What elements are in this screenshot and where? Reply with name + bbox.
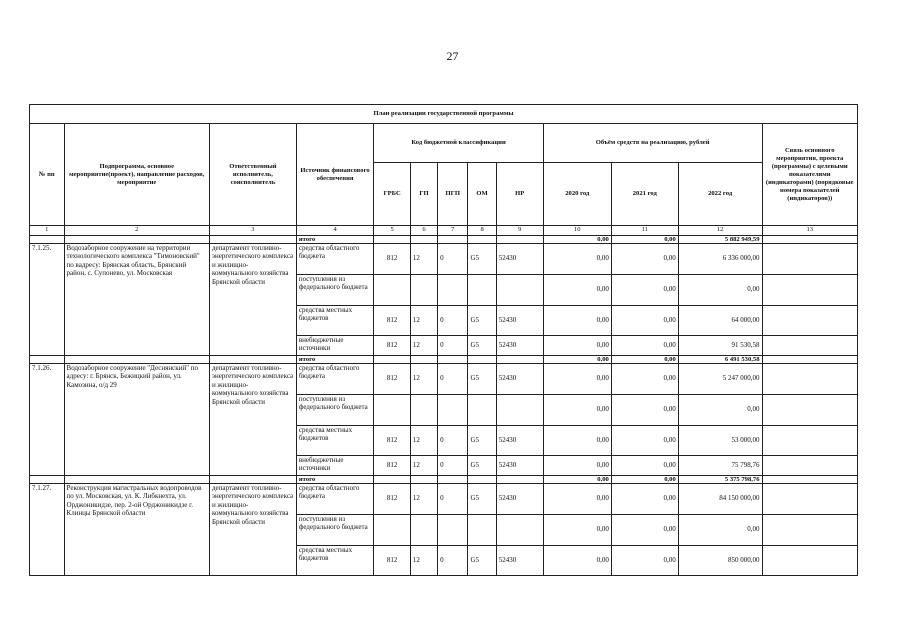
- pgp-code: [438, 394, 468, 425]
- gp-code: 12: [410, 455, 437, 475]
- om-code: [468, 394, 496, 425]
- pgp-code: 0: [438, 363, 468, 394]
- grbs-code: 812: [374, 455, 411, 475]
- nr-code: [496, 274, 543, 305]
- grbs-code: 812: [374, 425, 411, 455]
- column-number: 2: [64, 226, 209, 236]
- indicator-link-cell: [762, 335, 858, 355]
- pgp-code: 0: [438, 335, 468, 355]
- empty-cell: [438, 355, 468, 363]
- header-om: ОМ: [468, 163, 496, 226]
- row-number: 7.1.25.: [30, 243, 65, 355]
- amount-2021: 0,00: [611, 394, 678, 425]
- empty-cell: [374, 235, 411, 243]
- program-description: Реконструкция магистральных водопроводов по ул. Московская, ул. К. Либкнехта, ул. Орджоникидзе, пер. 2-ой Орджоникидзе г. Клинцы Брянской области: [64, 483, 209, 575]
- nr-code: 52430: [496, 335, 543, 355]
- indicator-link-cell: [762, 425, 858, 455]
- nr-code: 52430: [496, 305, 543, 335]
- empty-cell: [30, 475, 65, 483]
- amount-2020: 0,00: [543, 483, 611, 514]
- om-code: G5: [468, 545, 496, 575]
- responsible-executor: департамент топливно-энергетического комплекса и жилищно-коммунального хозяйства Брянской области: [209, 483, 296, 575]
- total-row: [30, 235, 858, 243]
- gp-code: [410, 274, 437, 305]
- amount-2022: 0,00: [678, 394, 762, 425]
- amount-2021: 0,00: [611, 425, 678, 455]
- empty-cell: [374, 475, 411, 483]
- indicator-link-cell: [762, 243, 858, 274]
- header-2020: 2020 год: [543, 163, 611, 226]
- amount-2021: 0,00: [611, 363, 678, 394]
- header-nr: НР: [496, 163, 543, 226]
- gp-code: 12: [410, 545, 437, 575]
- header-gp: ГП: [410, 163, 437, 226]
- grbs-code: 812: [374, 483, 411, 514]
- amount-2022: 850 000,00: [678, 545, 762, 575]
- empty-cell: [496, 355, 543, 363]
- empty-cell: [410, 355, 437, 363]
- header-2022: 2022 год: [678, 163, 762, 226]
- amount-2022: 75 798,76: [678, 455, 762, 475]
- om-code: G5: [468, 243, 496, 274]
- empty-cell: [30, 355, 65, 363]
- funding-source: средства областного бюджета: [296, 483, 373, 514]
- amount-2021: 0,00: [611, 514, 678, 545]
- nr-code: 52430: [496, 455, 543, 475]
- table-title: План реализации государственной программы: [30, 105, 858, 124]
- gp-code: 12: [410, 363, 437, 394]
- responsible-executor: департамент топливно-энергетического комплекса и жилищно-коммунального хозяйства Брянской области: [209, 243, 296, 355]
- header-source: Источник финансового обеспечения: [296, 124, 373, 226]
- empty-cell: [410, 475, 437, 483]
- empty-cell: [374, 355, 411, 363]
- amount-2020: 0,00: [543, 274, 611, 305]
- row-number: 7.1.27.: [30, 483, 65, 575]
- funding-source: внебюджетные источники: [296, 455, 373, 475]
- column-number: 9: [496, 226, 543, 236]
- grbs-code: [374, 274, 411, 305]
- amount-2020: 0,00: [543, 455, 611, 475]
- grbs-code: 812: [374, 243, 411, 274]
- table-row: [30, 363, 858, 394]
- total-2021: 0,00: [611, 475, 678, 483]
- amount-2021: 0,00: [611, 305, 678, 335]
- total-label: итого: [296, 235, 373, 243]
- responsible-executor: департамент топливно-энергетического комплекса и жилищно-коммунального хозяйства Брянской области: [209, 363, 296, 475]
- pgp-code: 0: [438, 483, 468, 514]
- nr-code: [496, 394, 543, 425]
- column-number: 7: [438, 226, 468, 236]
- pgp-code: 0: [438, 305, 468, 335]
- header-program: Подпрограмма, основное мероприятие(проект), направление расходов, мероприятие: [64, 124, 209, 226]
- amount-2021: 0,00: [611, 483, 678, 514]
- gp-code: 12: [410, 243, 437, 274]
- amount-2020: 0,00: [543, 425, 611, 455]
- column-number: 3: [209, 226, 296, 236]
- nr-code: 52430: [496, 483, 543, 514]
- nr-code: 52430: [496, 545, 543, 575]
- amount-2020: 0,00: [543, 363, 611, 394]
- empty-cell: [30, 235, 65, 243]
- empty-cell: [496, 235, 543, 243]
- pgp-code: 0: [438, 243, 468, 274]
- empty-cell: [762, 355, 858, 363]
- nr-code: [496, 514, 543, 545]
- funding-source: поступления из федерального бюджета: [296, 394, 373, 425]
- program-description: Водозаборное сооружение "Деснянский" по адресу: г. Брянск, Бежицкий район, ул. Камозина, о/д 29: [64, 363, 209, 475]
- om-code: G5: [468, 335, 496, 355]
- nr-code: 52430: [496, 243, 543, 274]
- empty-cell: [64, 355, 209, 363]
- om-code: G5: [468, 425, 496, 455]
- total-2022: 5 882 949,59: [678, 235, 762, 243]
- total-2022: 6 491 530,58: [678, 355, 762, 363]
- header-2021: 2021 год: [611, 163, 678, 226]
- amount-2020: 0,00: [543, 243, 611, 274]
- om-code: [468, 514, 496, 545]
- column-number: 6: [410, 226, 437, 236]
- column-number: 11: [611, 226, 678, 236]
- grbs-code: 812: [374, 545, 411, 575]
- pgp-code: [438, 274, 468, 305]
- column-number: 5: [374, 226, 411, 236]
- column-number: 10: [543, 226, 611, 236]
- table-row: [30, 483, 858, 514]
- pgp-code: 0: [438, 455, 468, 475]
- funding-source: поступления из федерального бюджета: [296, 274, 373, 305]
- total-row: [30, 355, 858, 363]
- table-body: [30, 226, 858, 576]
- column-number: 1: [30, 226, 65, 236]
- amount-2021: 0,00: [611, 545, 678, 575]
- empty-cell: [438, 475, 468, 483]
- funding-source: внебюджетные источники: [296, 335, 373, 355]
- empty-cell: [468, 235, 496, 243]
- total-2020: 0,00: [543, 355, 611, 363]
- funding-source: средства областного бюджета: [296, 243, 373, 274]
- total-2020: 0,00: [543, 235, 611, 243]
- indicator-link-cell: [762, 394, 858, 425]
- program-description: Водозаборное сооружение на территории технологического комплекса "Тимоновский" по вадресу: Брянская область, Брянский район, с. Супонево, ул. Московская: [64, 243, 209, 355]
- empty-cell: [496, 475, 543, 483]
- amount-2022: 6 336 000,00: [678, 243, 762, 274]
- amount-2020: 0,00: [543, 335, 611, 355]
- total-2020: 0,00: [543, 475, 611, 483]
- indicator-link-cell: [762, 455, 858, 475]
- empty-cell: [468, 475, 496, 483]
- funding-source: средства местных бюджетов: [296, 305, 373, 335]
- amount-2021: 0,00: [611, 274, 678, 305]
- empty-cell: [209, 235, 296, 243]
- om-code: G5: [468, 455, 496, 475]
- header-responsible: Ответственный исполнитель, соисполнитель: [209, 124, 296, 226]
- empty-cell: [762, 475, 858, 483]
- grbs-code: [374, 394, 411, 425]
- indicator-link-cell: [762, 305, 858, 335]
- amount-2022: 0,00: [678, 274, 762, 305]
- amount-2021: 0,00: [611, 335, 678, 355]
- total-row: [30, 475, 858, 483]
- funding-source: средства областного бюджета: [296, 363, 373, 394]
- pgp-code: 0: [438, 425, 468, 455]
- total-2021: 0,00: [611, 355, 678, 363]
- nr-code: 52430: [496, 363, 543, 394]
- om-code: [468, 274, 496, 305]
- amount-2022: 5 247 000,00: [678, 363, 762, 394]
- header-num: № пп: [30, 124, 65, 226]
- amount-2020: 0,00: [543, 394, 611, 425]
- indicator-link-cell: [762, 483, 858, 514]
- gp-code: 12: [410, 483, 437, 514]
- amount-2022: 53 000,00: [678, 425, 762, 455]
- empty-cell: [209, 475, 296, 483]
- header-budget-code: Код бюджетной классификации: [374, 124, 544, 163]
- grbs-code: 812: [374, 305, 411, 335]
- pgp-code: 0: [438, 545, 468, 575]
- grbs-code: 812: [374, 363, 411, 394]
- empty-cell: [762, 235, 858, 243]
- funding-source: средства местных бюджетов: [296, 545, 373, 575]
- total-2022: 5 375 798,76: [678, 475, 762, 483]
- amount-2022: 84 150 000,00: [678, 483, 762, 514]
- empty-cell: [209, 355, 296, 363]
- header-grbs: ГРБС: [374, 163, 411, 226]
- header-link: Связь основного мероприятия, проекта (программы) с целевыми показателями (индикаторами) (порядковые номера показателей (индикаторов)): [762, 124, 858, 226]
- om-code: G5: [468, 305, 496, 335]
- pgp-code: [438, 514, 468, 545]
- column-number: 8: [468, 226, 496, 236]
- funding-source: средства местных бюджетов: [296, 425, 373, 455]
- page-number: 27: [446, 49, 459, 63]
- amount-2021: 0,00: [611, 243, 678, 274]
- amount-2020: 0,00: [543, 305, 611, 335]
- column-number: 12: [678, 226, 762, 236]
- funding-source: поступления из федерального бюджета: [296, 514, 373, 545]
- header-pgp: ПГП: [438, 163, 468, 226]
- empty-cell: [468, 355, 496, 363]
- total-label: итого: [296, 475, 373, 483]
- amount-2021: 0,00: [611, 455, 678, 475]
- amount-2022: 91 530,58: [678, 335, 762, 355]
- plan-table: [29, 104, 858, 576]
- gp-code: [410, 514, 437, 545]
- empty-cell: [64, 475, 209, 483]
- amount-2020: 0,00: [543, 514, 611, 545]
- indicator-link-cell: [762, 545, 858, 575]
- row-number: 7.1.26.: [30, 363, 65, 475]
- amount-2022: 0,00: [678, 514, 762, 545]
- indicator-link-cell: [762, 274, 858, 305]
- nr-code: 52430: [496, 425, 543, 455]
- gp-code: 12: [410, 305, 437, 335]
- header-volume: Объём средств на реализацию, рублей: [543, 124, 762, 163]
- table-row: [30, 243, 858, 274]
- empty-cell: [64, 235, 209, 243]
- indicator-link-cell: [762, 363, 858, 394]
- empty-cell: [438, 235, 468, 243]
- gp-code: 12: [410, 335, 437, 355]
- om-code: G5: [468, 483, 496, 514]
- grbs-code: 812: [374, 335, 411, 355]
- total-2021: 0,00: [611, 235, 678, 243]
- amount-2020: 0,00: [543, 545, 611, 575]
- grbs-code: [374, 514, 411, 545]
- empty-cell: [410, 235, 437, 243]
- amount-2022: 64 000,00: [678, 305, 762, 335]
- gp-code: [410, 394, 437, 425]
- gp-code: 12: [410, 425, 437, 455]
- om-code: G5: [468, 363, 496, 394]
- indicator-link-cell: [762, 514, 858, 545]
- column-number: 4: [296, 226, 373, 236]
- column-number: 13: [762, 226, 858, 236]
- total-label: итого: [296, 355, 373, 363]
- column-number-row: [30, 226, 858, 236]
